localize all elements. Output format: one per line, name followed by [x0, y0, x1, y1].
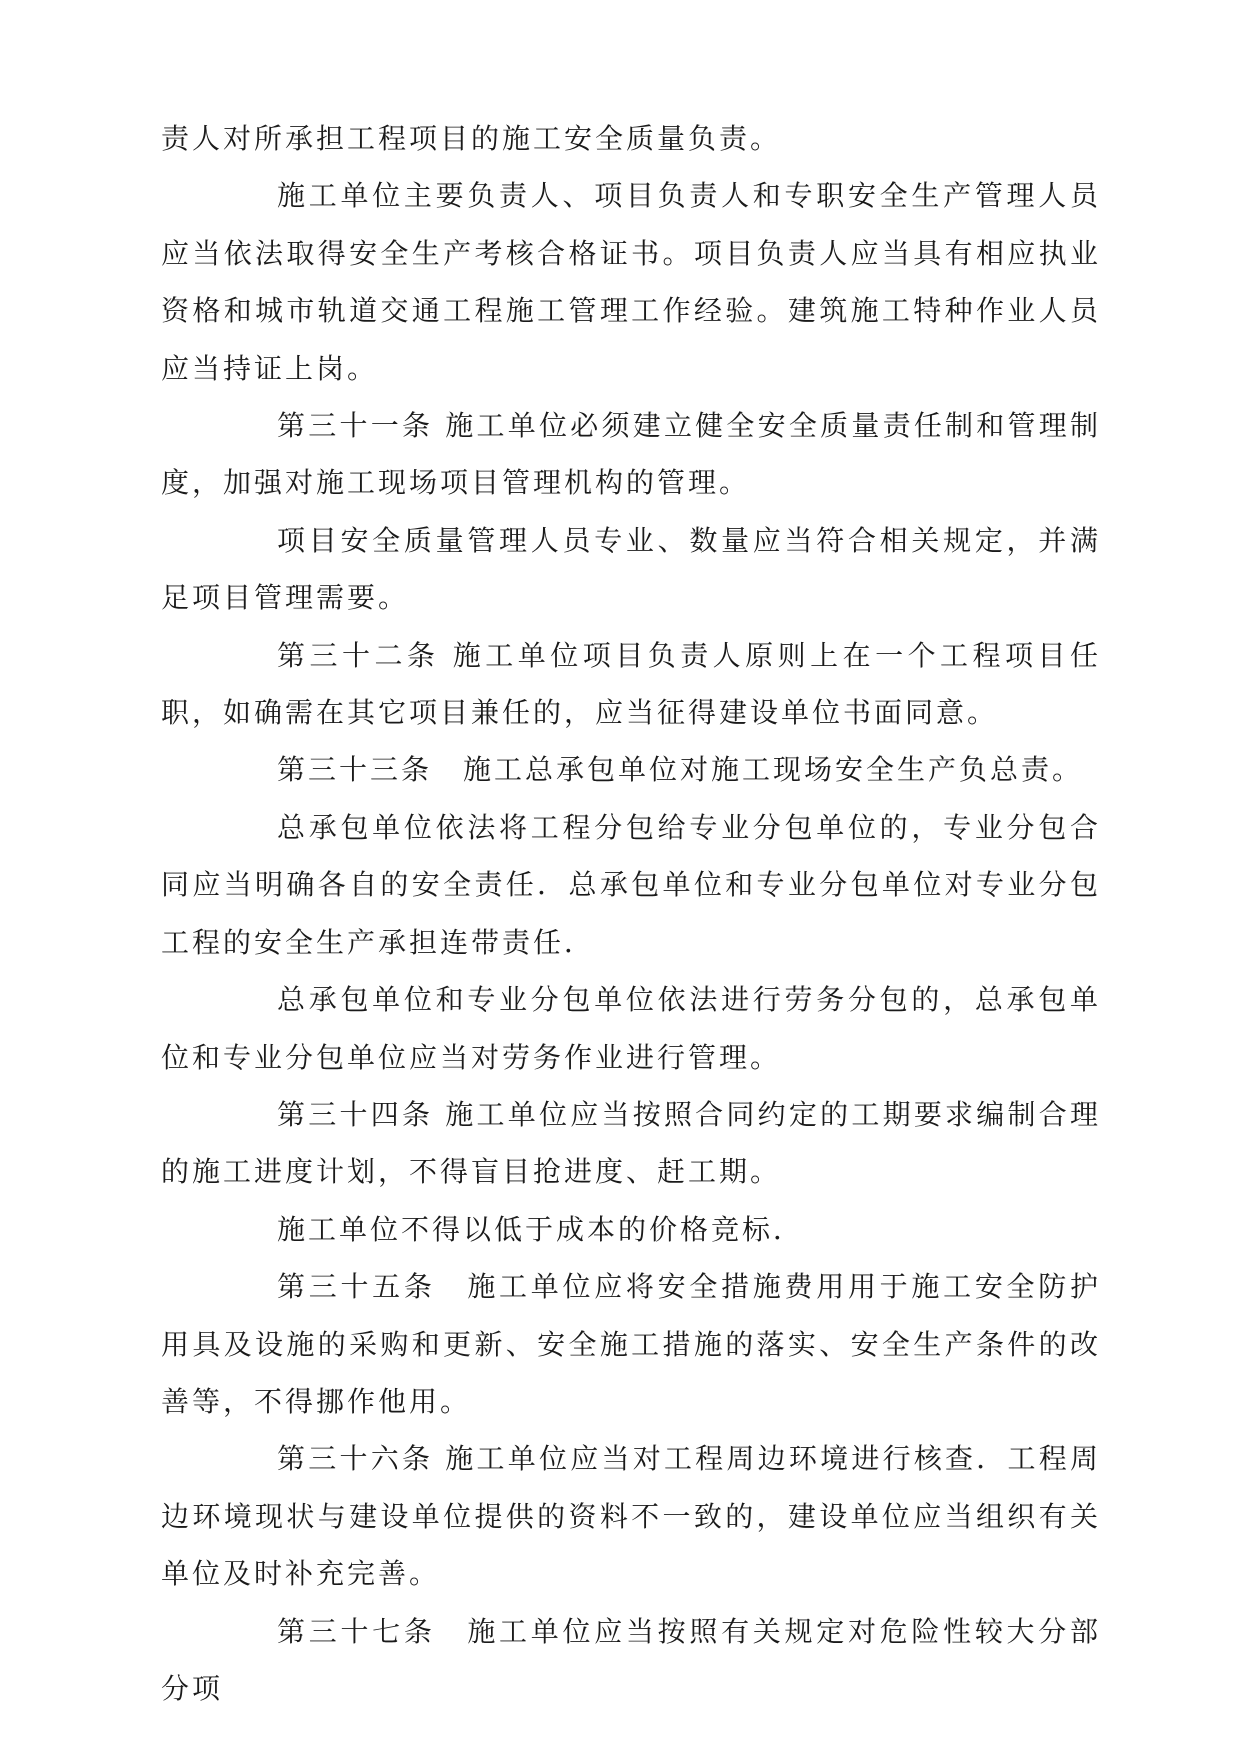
paragraph-continuation: 责人对所承担工程项目的施工安全质量负责。 — [161, 122, 782, 155]
article-33: 第三十三条 施工总承包单位对施工现场安全生产负总责。 — [277, 753, 1084, 787]
paragraph-personnel-qualification: 施工单位主要负责人、项目负责人和专职安全生产管理人员应当依法取得安全生产考核合格证书。项目负责人应当具有相应执业资格和城市轨道交通工程施工管理工作经验。建筑施工特种作业人员应当持证上岗。 — [161, 179, 1101, 385]
article-37: 第三十七条 施工单位应当按照有关规定对危险性较大分部分项 — [161, 1614, 1101, 1705]
paragraph-labor-subcontract: 总承包单位和专业分包单位依法进行劳务分包的，总承包单位和专业分包单位应当对劳务作业进行管理。 — [161, 983, 1101, 1074]
paragraph-staffing-requirements: 项目安全质量管理人员专业、数量应当符合相关规定，并满足项目管理需要。 — [161, 523, 1101, 615]
article-31: 第三十一条 施工单位必须建立健全安全质量责任制和管理制度，加强对施工现场项目管理机构的管理。 — [161, 409, 1101, 500]
article-35: 第三十五条 施工单位应将安全措施费用用于施工安全防护用具及设施的采购和更新、安全施工措施的落实、安全生产条件的改善等，不得挪作他用。 — [161, 1270, 1101, 1418]
article-32: 第三十二条 施工单位项目负责人原则上在一个工程项目任职，如确需在其它项目兼任的，应当征得建设单位书面同意。 — [161, 638, 1101, 730]
paragraph-subcontract-liability: 总承包单位依法将工程分包给专业分包单位的，专业分包合同应当明确各自的安全责任．总承包单位和专业分包单位对专业分包工程的安全生产承担连带责任． — [161, 810, 1101, 959]
article-36: 第三十六条 施工单位应当对工程周边环境进行核查．工程周边环境现状与建设单位提供的资料不一致的，建设单位应当组织有关单位及时补充完善。 — [161, 1442, 1101, 1591]
document-body — [161, 110, 1101, 1717]
article-34: 第三十四条 施工单位应当按照合同约定的工期要求编制合理的施工进度计划，不得盲目抢进度、赶工期。 — [161, 1097, 1101, 1189]
paragraph-bidding-price: 施工单位不得以低于成本的价格竞标． — [277, 1212, 805, 1246]
